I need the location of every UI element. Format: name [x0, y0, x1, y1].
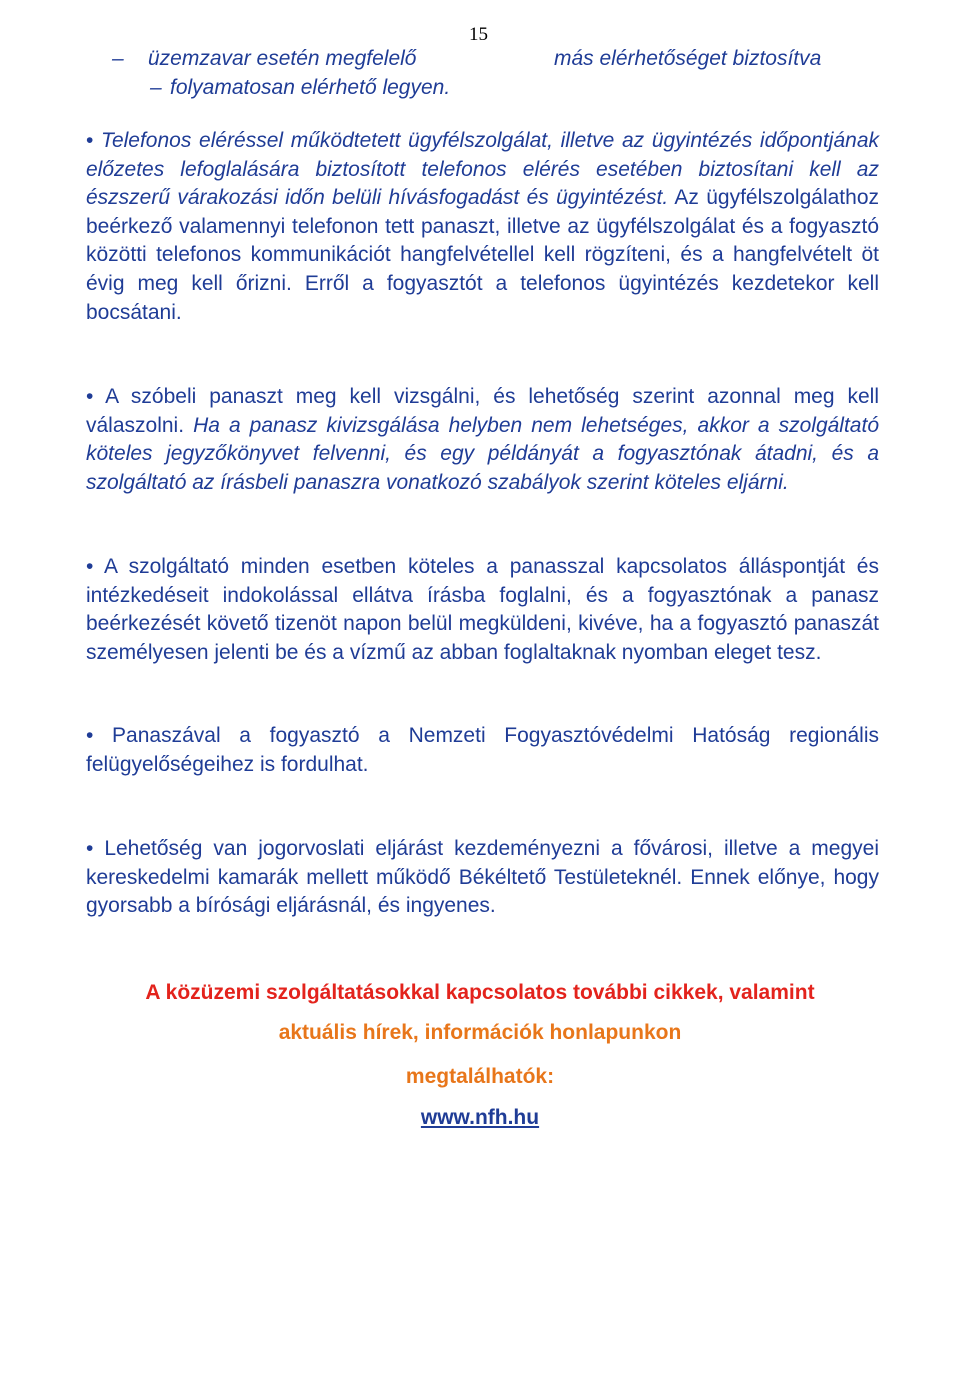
- bullet-paragraph-written-response: [86, 553, 879, 667]
- bullet-icon: •: [86, 724, 113, 747]
- dash-marker: –: [150, 76, 162, 99]
- website-link[interactable]: www.nfh.hu: [420, 1106, 540, 1129]
- bullet-text: A szolgáltató minden esetben köteles a panasszal kapcsolatos álláspontját és intézkedéseit indokolással ellátva írásba foglalni, és a fogyasztónak a panasz beérkezését követő tizenöt napon belül megküldeni, kivéve, ha a fogyasztó panaszát személyesen jelenti be és a vízmű az abban foglaltaknak nyomban eleget tesz.: [86, 555, 879, 664]
- footer-line-2: aktuális hírek, információk honlapunkon: [278, 1021, 682, 1044]
- bullet-text: A szóbeli panaszt meg kell vizsgálni, és lehetőség szerint azonnal meg kell válaszolni.: [86, 385, 879, 437]
- bullet-text: Lehetőség van jogorvoslati eljárást kezdeményezni a fővárosi, illetve a megyei kereskedelmi kamarák mellett működő Békéltető Testületeknél. Ennek előnye, hogy gyorsabb a bírósági eljárásnál, és ingyenes.: [86, 837, 879, 918]
- bullet-text-italic: Ha a panasz kivizsgálása helyben nem lehetséges, akkor a szolgáltató köteles jegyzőkönyvet felvenni, és egy példányát a fogyasztónak átadni, és a szolgáltató az írásbeli panaszra vonatkozó szabályok szerint köteles eljárni.: [86, 413, 879, 494]
- bullet-text: Az ügyfélszolgálathoz beérkező valamennyi telefonon tett panaszt, illetve az ügyfélszolgálat és a fogyasztó közötti telefonos kommunikációt hangfelvétellel kell rögzíteni, és a hangfelvételt öt évig meg kell őrizni. Erről a fogyasztót a telefonos ügyintézés kezdetekor kell bocsátani.: [86, 186, 879, 324]
- footer-line-3: megtalálhatók:: [405, 1065, 555, 1088]
- bullet-paragraph-arbitration: [86, 835, 879, 921]
- bullet-icon: •: [86, 837, 105, 860]
- footer-line-1: A közüzemi szolgáltatásokkal kapcsolatos további cikkek, valamint: [145, 981, 815, 1004]
- dash-marker: –: [112, 47, 124, 70]
- bullet-text: Panaszával a fogyasztó a Nemzeti Fogyasztóvédelmi Hatóság regionális felügyelőségeihez is fordulhat.: [86, 724, 880, 776]
- bullet-paragraph-phone-service: [86, 127, 879, 327]
- page-number: 15: [469, 24, 488, 45]
- bullet-icon: •: [86, 129, 102, 152]
- bullet-icon: •: [86, 385, 106, 408]
- bullet-paragraph-oral-complaint: [86, 383, 879, 497]
- bullet-paragraph-authority: [86, 722, 879, 779]
- top-item-right-text: más elérhetőséget biztosítva: [554, 47, 822, 70]
- top-item-left-text: üzemzavar esetén megfelelő: [148, 47, 417, 70]
- bullet-icon: •: [86, 555, 104, 578]
- bullet-text-italic: Telefonos eléréssel működtetett ügyfélszolgálat, illetve az ügyintézés időpontjának előzetes lefoglalására biztosított telefonos elérés esetében biztosítani kell az észszerű várakozási időn belüli hívásfogadást és ügyintézést.: [86, 129, 880, 210]
- top-item-second-line: folyamatosan elérhető legyen.: [170, 76, 451, 99]
